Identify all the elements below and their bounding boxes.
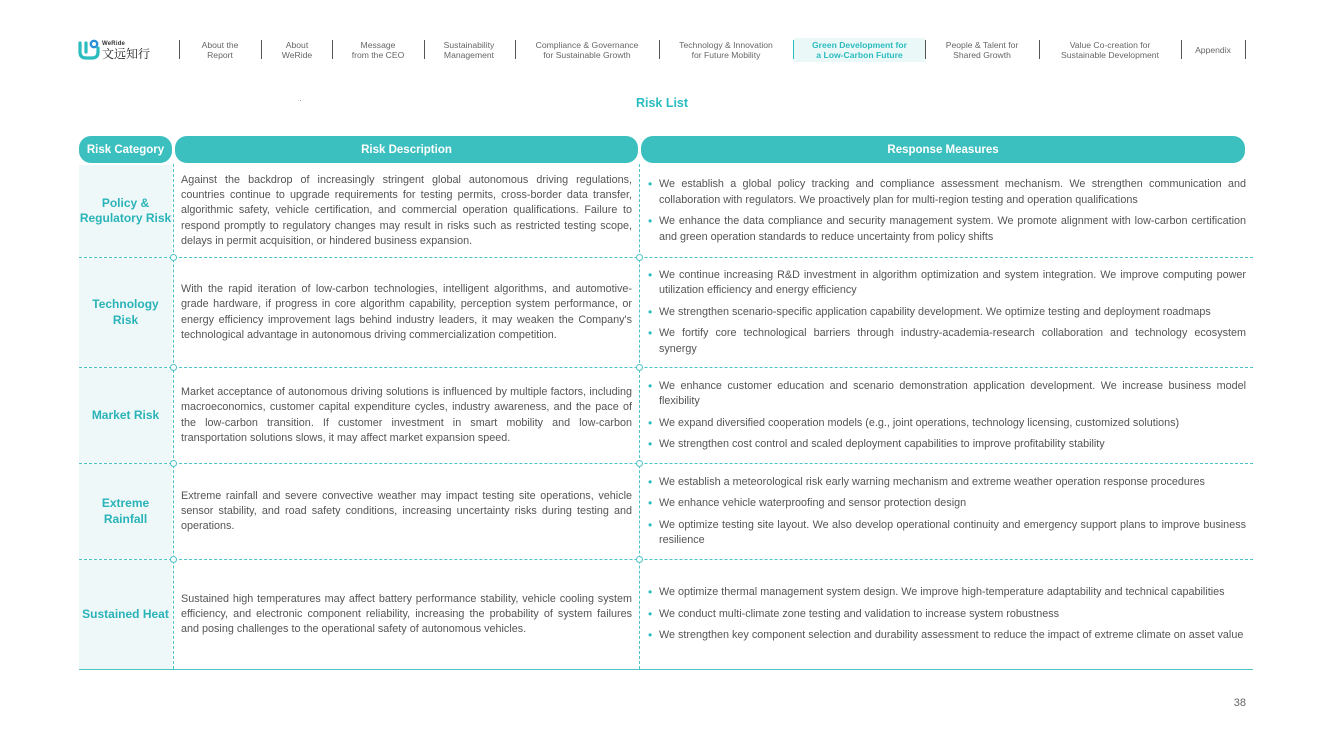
column-divider [173,164,174,669]
response-item: • We enhance customer education and scenario demonstration application development. We increase business model flexibility [648,379,1246,410]
nav-item-ceo-message[interactable]: Message from the CEO [351,40,405,60]
nav-item-sustainability-management[interactable]: Sustainability Management [443,40,495,60]
nav-item-people-talent[interactable]: People & Talent for Shared Growth [945,40,1019,60]
risk-category: Technology Risk [92,297,159,327]
nav-item-compliance-governance[interactable]: Compliance & Governance for Sustainable Growth [535,40,639,60]
nav-separator [1181,40,1182,59]
response-measures [648,165,1246,257]
nav-separator [424,40,425,59]
response-item: • We establish a global policy tracking and compliance assessment mechanism. We strengthen communication and collaboration with regulators. We proactively plan for multi-region testing and operation qualifications [648,177,1246,208]
risk-description: Sustained high temperatures may affect battery performance stability, vehicle cooling system efficiency, and electronic component reliability, increasing the probability of system failures and posing challenges to the operational safety of autonomous vehicles. [181,592,632,636]
response-item: • We strengthen scenario-specific application capability development. We optimize testing and deployment roadmaps [648,305,1246,321]
divider-node [636,556,643,563]
response-item: • We establish a meteorological risk early warning mechanism and extreme weather operation response procedures [648,475,1246,491]
nav-separator [925,40,926,59]
divider-node [636,460,643,467]
nav-separator [1245,40,1246,59]
response-measures [648,368,1246,463]
response-item: • We fortify core technological barriers through industry-academia-research collaboration and technology ecosystem synergy [648,326,1246,357]
nav-separator [261,40,262,59]
weride-logo-icon [78,39,100,61]
top-navigation [0,0,1324,80]
page-number: 38 [1233,697,1246,709]
nav-item-value-cocreation[interactable]: Value Co-creation for Sustainable Development [1061,40,1159,60]
response-item: • We optimize thermal management system design. We improve high-temperature adaptability and technical capabilities [648,585,1246,601]
nav-item-technology-innovation[interactable]: Technology & Innovation for Future Mobility [679,40,773,60]
response-item: • We strengthen key component selection and durability assessment to reduce the impact of extreme climate on asset value [648,628,1246,644]
response-measures [648,464,1246,559]
response-item: • We continue increasing R&D investment in algorithm optimization and system integration. We improve computing power utilization efficiency and energy efficiency [648,268,1246,299]
divider-node [170,364,177,371]
divider-node [170,254,177,261]
nav-separator [1039,40,1040,59]
response-item: • We enhance vehicle waterproofing and sensor protection design [648,496,1246,512]
table-bottom-border [79,669,1253,670]
nav-separator [659,40,660,59]
risk-description: Extreme rainfall and severe convective weather may impact testing site operations, vehicle sensor stability, and road safety conditions, increasing uncertainty risks during testing and operations. [181,489,632,533]
risk-category: Market Risk [91,407,160,422]
weride-logo[interactable] [78,38,150,62]
header-response-measures: Response Measures [641,136,1245,163]
response-item: • We enhance the data compliance and security management system. We promote alignment with low-carbon certification and green operation standards to reduce uncertainty from policy shifts [648,214,1246,245]
column-divider [639,164,640,669]
divider-node [170,556,177,563]
nav-item-green-development[interactable]: Green Development for a Low-Carbon Future [794,38,925,62]
nav-item-about-report[interactable]: About the Report [201,40,239,60]
page-title: Risk List [635,96,689,110]
risk-description: Market acceptance of autonomous driving solutions is influenced by multiple factors, including macroeconomics, customer capital expenditure cycles, industry awareness, and the pace of the low-carbon transition. If customer investment in smart mobility and low-carbon transportation solutions slows, it may affect market expansion speed. [181,385,632,444]
divider-node [636,254,643,261]
risk-category: Policy & Regulatory Risk [79,195,172,225]
risk-category: Extreme Rainfall [101,496,150,526]
divider-node [636,364,643,371]
response-item: • We strengthen cost control and scaled deployment capabilities to improve profitability stability [648,437,1246,453]
response-measures [648,258,1246,367]
logo-english: WeRide [102,40,126,47]
nav-item-about-weride[interactable]: About WeRide [281,40,313,60]
header-risk-category: Risk Category [79,136,172,163]
response-item: • We optimize testing site layout. We also develop operational continuity and emergency support plans to improve business resilience [648,518,1246,549]
risk-description: Against the backdrop of increasingly stringent global autonomous driving regulations, countries continue to upgrade requirements for testing permits, cross-border data transfer, algorithmic safety, vehicle certification, and commercial operation qualifications. Failure to respond promptly to regulatory changes may result in risks such as restricted testing scope, delays in permit acquisition, or hindered business expansion. [181,173,632,247]
response-item: • We expand diversified cooperation models (e.g., joint operations, technology licensing, customized solutions) [648,416,1246,432]
logo-chinese: 文远知行 [102,46,151,61]
nav-separator [515,40,516,59]
risk-description: With the rapid iteration of low-carbon technologies, intelligent algorithms, and automotive-grade hardware, if progress in core algorithm capability, perception system performance, or energy efficiency improvement lags behind industry leaders, it may weaken the Company's technological advantage in autonomous driving commercialization competition. [181,282,632,341]
header-risk-description: Risk Description [175,136,638,163]
nav-separator [179,40,180,59]
response-measures [648,560,1246,669]
divider-node [170,460,177,467]
risk-category: Sustained Heat [82,606,169,621]
nav-separator [332,40,333,59]
response-item: • We conduct multi-climate zone testing and validation to increase system robustness [648,607,1246,623]
nav-item-appendix[interactable]: Appendix [1195,45,1231,55]
